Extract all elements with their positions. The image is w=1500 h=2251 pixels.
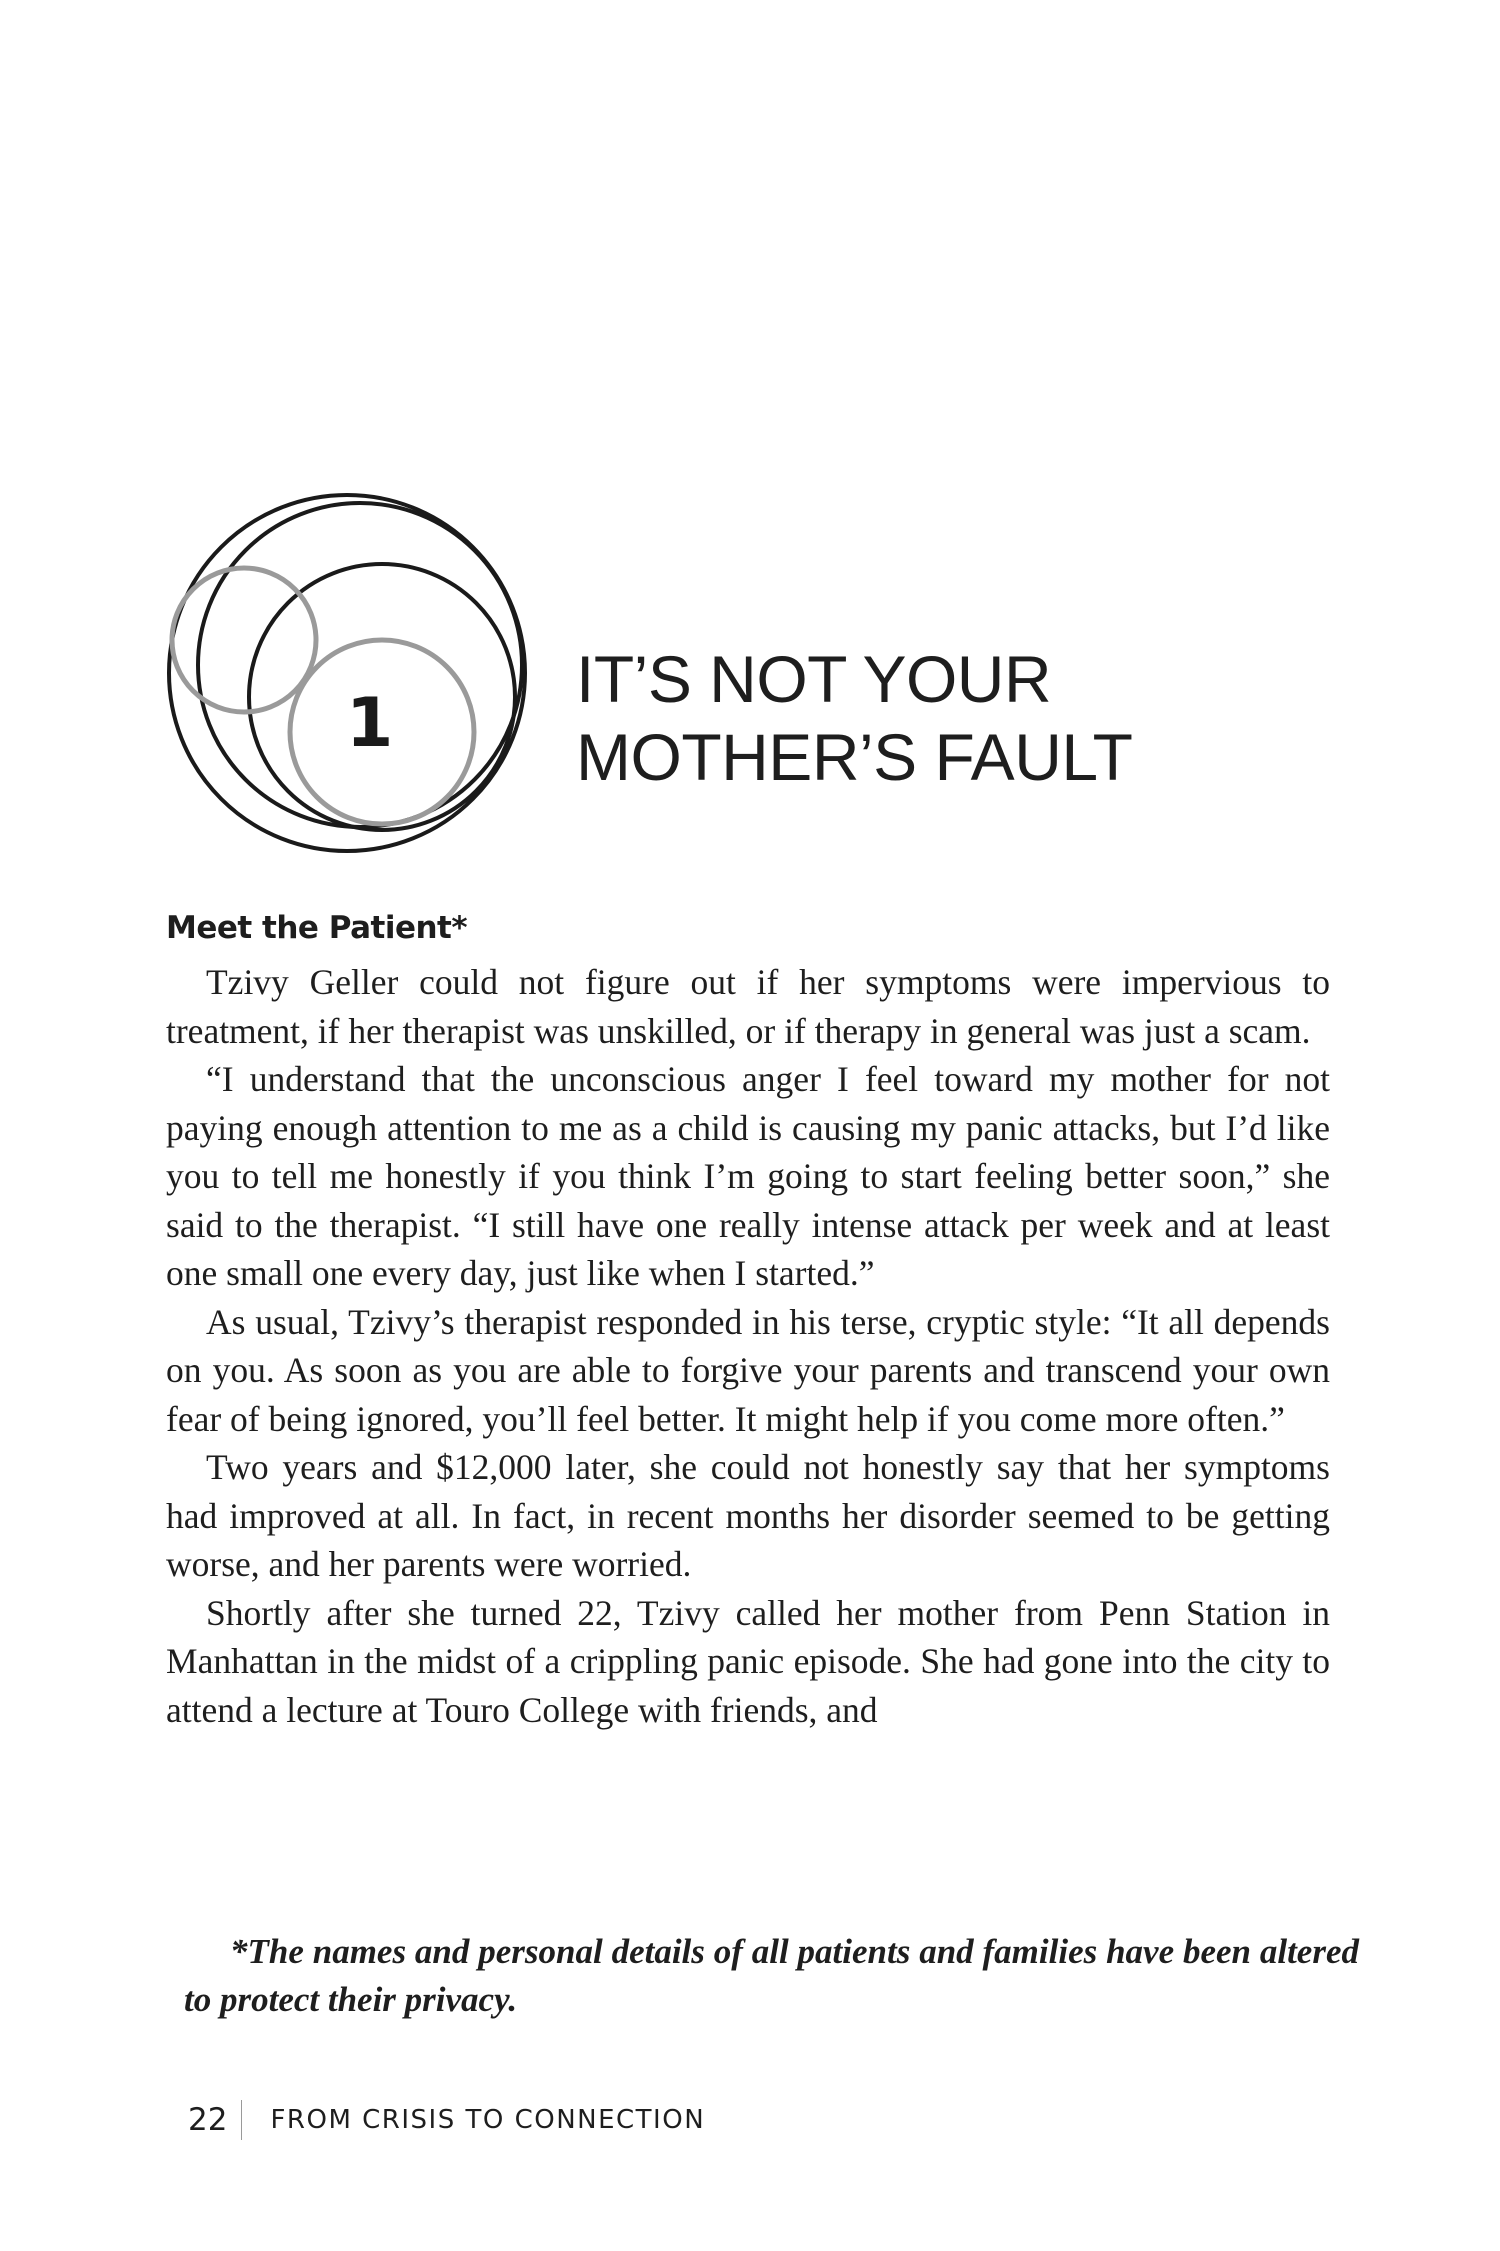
section-heading: Meet the Patient* xyxy=(166,910,468,946)
page-footer xyxy=(188,2100,705,2140)
chapter-title xyxy=(576,640,1132,796)
chapter-emblem-circles xyxy=(160,485,540,865)
chapter-title-line-1: IT’S NOT YOUR xyxy=(576,642,1052,716)
gray-ring-small xyxy=(172,568,316,712)
body-text xyxy=(166,958,1330,1734)
page-number: 22 xyxy=(188,2102,228,2138)
inner-ring-large xyxy=(198,503,522,827)
chapter-title-line-2: MOTHER’S FAULT xyxy=(576,720,1133,794)
footnote: *The names and personal details of all patients and families have been altered to protect their privacy. xyxy=(184,1932,1359,2019)
paragraph: Shortly after she turned 22, Tzivy called her mother from Penn Station in Manhattan in the midst of a crippling panic episode. She had gone into the city to attend a lecture at Touro College with friends, and xyxy=(166,1592,1330,1730)
paragraph: “I understand that the unconscious anger I feel toward my mother for not paying enough attention to me as a child is causing my panic attacks, but I’d like you to tell me honestly if you think I’m going to start feeling better soon,” she said to the therapist. “I still have one really intense attack per week and at least one small one every day, just like when I started.” xyxy=(166,1059,1330,1293)
running-title: FROM CRISIS TO CONNECTION xyxy=(270,2105,706,2135)
paragraph: As usual, Tzivy’s therapist responded in his terse, cryptic style: “It all depends on you. As soon as you are able to forgive your parents and transcend your own fear of being ignored, you’ll feel better. It might help if you come more often.” xyxy=(166,1301,1330,1439)
footer-divider xyxy=(241,2100,242,2140)
paragraph: Two years and $12,000 later, she could not honestly say that her symptoms had improved at all. In fact, in recent months her disorder seemed to be getting worse, and her parents were worried. xyxy=(166,1447,1330,1584)
chapter-number: 1 xyxy=(346,684,394,763)
paragraph: Tzivy Geller could not figure out if her symptoms were impervious to treatment, if her therapist was unskilled, or if therapy in general was just a scam. xyxy=(166,962,1330,1051)
